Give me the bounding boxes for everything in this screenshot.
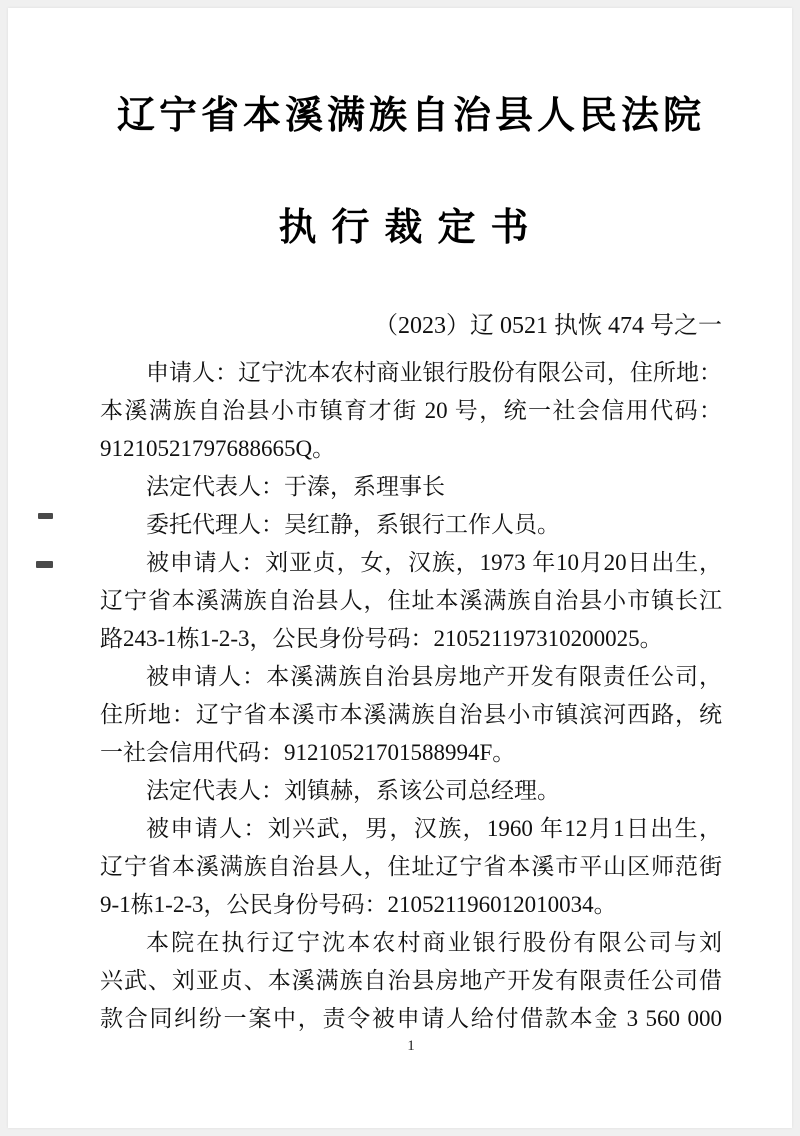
document-line: 被申请人：刘亚贞，女，汉族，1973 年10月20日出生， — [146, 550, 722, 575]
document-line: 路243-1栋1-2-3，公民身份号码：210521197310200025。 — [100, 626, 663, 651]
document-line: 本院在执行辽宁沈本农村商业银行股份有限公司与刘 — [146, 930, 722, 955]
document-line: 辽宁省本溪满族自治县人，住址本溪满族自治县小市镇长江 — [100, 588, 722, 613]
document-line: 9-1栋1-2-3，公民身份号码：210521196012010034。 — [100, 892, 617, 917]
scan-artifact-mark — [36, 561, 53, 568]
document-page — [8, 8, 792, 1128]
document-line: 法定代表人：刘镇赫，系该公司总经理。 — [146, 778, 560, 803]
document-line: 住所地：辽宁省本溪市本溪满族自治县小市镇滨河西路，统 — [100, 702, 722, 727]
document-title: 执行裁定书 — [278, 207, 544, 249]
scan-artifact-mark — [38, 513, 53, 519]
document-line: 委托代理人：吴红静，系银行工作人员。 — [146, 512, 560, 537]
document-line: 兴武、刘亚贞、本溪满族自治县房地产开发有限责任公司借 — [100, 968, 722, 993]
document-line: 本溪满族自治县小市镇育才街 20 号，统一社会信用代码： — [100, 398, 722, 423]
document-line: 91210521797688665Q。 — [100, 436, 336, 461]
court-name-heading: 辽宁省本溪满族自治县人民法院 — [116, 95, 705, 137]
document-line: 辽宁省本溪满族自治县人，住址辽宁省本溪市平山区师范街 — [100, 854, 722, 879]
case-number: （2023）辽 0521 执恢 474 号之一 — [374, 313, 722, 339]
document-content — [8, 8, 792, 1054]
document-line: 申请人：辽宁沈本农村商业银行股份有限公司，住所地： — [146, 360, 722, 385]
document-line: 被申请人：本溪满族自治县房地产开发有限责任公司， — [146, 664, 722, 689]
document-line: 被申请人：刘兴武，男，汉族，1960 年12月1日出生， — [146, 816, 722, 841]
document-line: 一社会信用代码：91210521701588994F。 — [100, 740, 516, 765]
page-number: 1 — [407, 1038, 415, 1054]
document-line: 法定代表人：于溱，系理事长 — [146, 474, 445, 499]
document-line: 款合同纠纷一案中，责令被申请人给付借款本金 3 560 000 — [100, 1006, 722, 1031]
document-body — [100, 354, 722, 1038]
